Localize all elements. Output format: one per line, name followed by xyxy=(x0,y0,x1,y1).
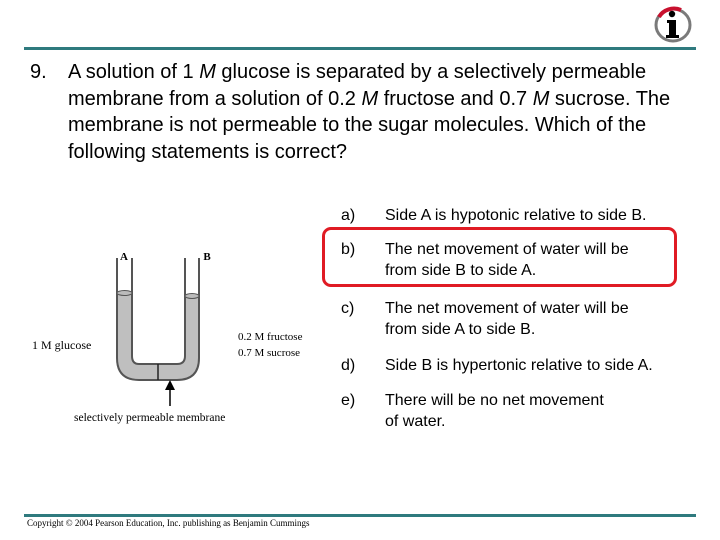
correct-answer-highlight xyxy=(322,227,677,287)
label-side-a: A xyxy=(120,251,128,263)
u-tube-diagram xyxy=(22,238,322,438)
question-text xyxy=(30,59,680,165)
info-logo-icon xyxy=(651,5,693,43)
label-side-b: B xyxy=(203,251,211,263)
question-number: 9. xyxy=(30,61,47,83)
bottom-divider xyxy=(24,514,696,517)
label-sucrose: 0.7 M sucrose xyxy=(238,347,301,359)
label-membrane: selectively permeable membrane xyxy=(74,412,226,424)
question-body: A solution of 1 M glucose is separated by a selectively permeable membrane from a solution of 0.2 M fructose and 0.7 M sucrose. The membrane is not permeable to the sugar molecules. Which of the following statements is correct? xyxy=(68,61,671,163)
label-fructose: 0.2 M fructose xyxy=(238,331,303,343)
label-glucose: 1 M glucose xyxy=(32,338,92,352)
top-divider xyxy=(24,47,696,50)
meniscus-b xyxy=(185,294,199,299)
copyright-notice: Copyright © 2004 Pearson Education, Inc. publishing as Benjamin Cummings xyxy=(27,518,310,528)
meniscus-a xyxy=(117,291,132,296)
